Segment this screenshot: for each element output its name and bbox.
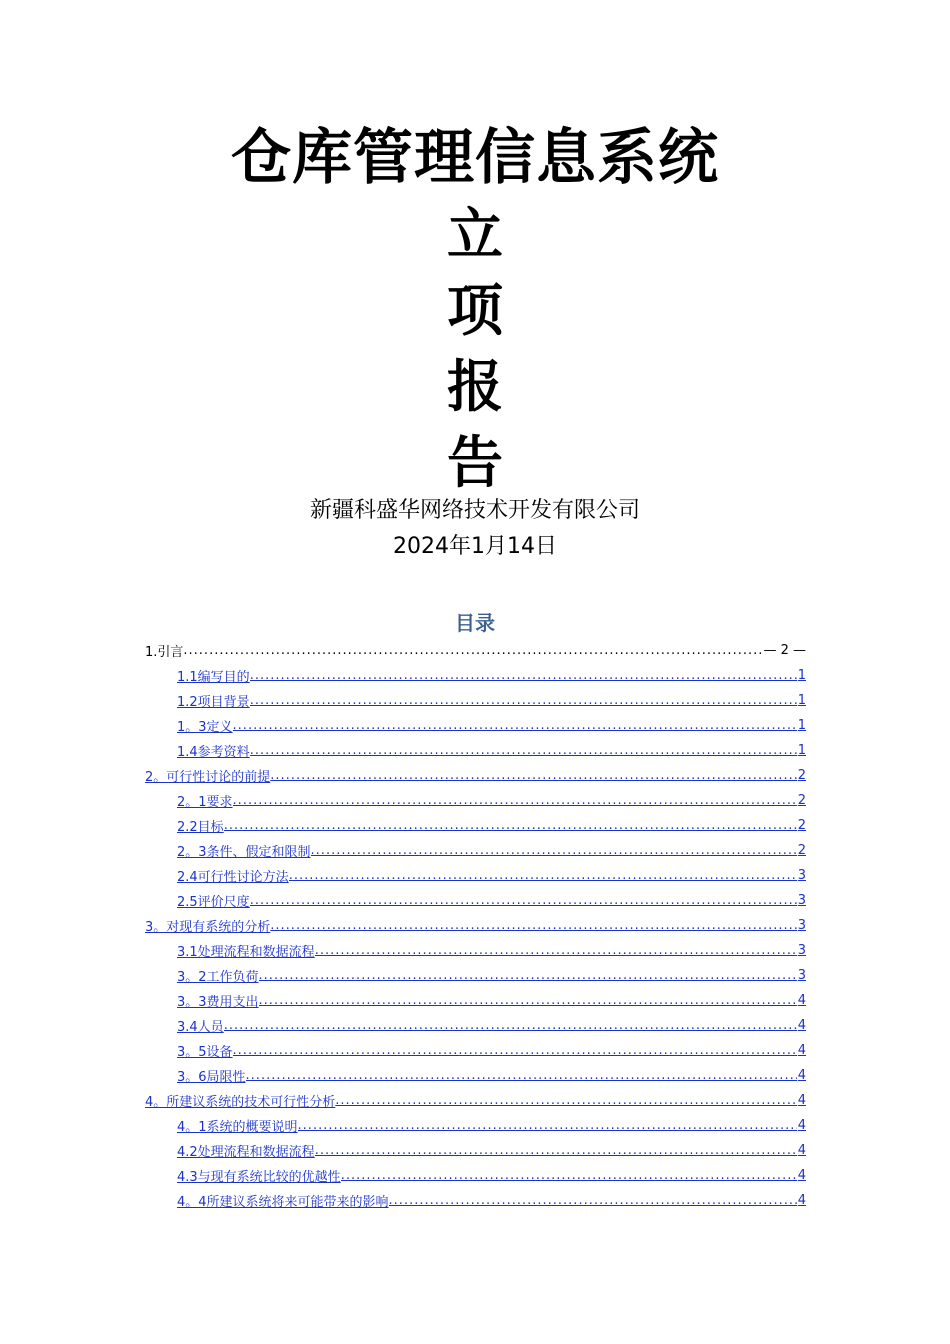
toc-entry[interactable] <box>145 838 806 863</box>
toc-entry[interactable] <box>145 938 806 963</box>
toc-entry-page: 4 <box>797 1043 806 1058</box>
toc-entry-text: 3。2工作负荷 <box>177 970 259 985</box>
toc-entry-text: 4。4所建议系统将来可能带来的影响 <box>177 1195 389 1210</box>
toc-dot-leader <box>246 1068 797 1083</box>
toc-entry[interactable] <box>145 1138 806 1163</box>
toc-dot-leader <box>233 718 797 733</box>
document-date: 2024年1月14日 <box>393 534 557 559</box>
toc-entry[interactable] <box>145 1038 806 1063</box>
toc-entry-text: 4。所建议系统的技术可行性分析 <box>145 1095 336 1110</box>
toc-entry-page: 2 <box>797 843 806 858</box>
toc-dot-leader <box>250 743 797 758</box>
toc-entry-page: 3 <box>797 943 806 958</box>
toc-dot-leader <box>335 1093 796 1108</box>
toc-entry[interactable] <box>145 988 806 1013</box>
toc-entry-text: 1.1编写目的 <box>177 670 250 685</box>
toc-entry-page: 1 <box>797 693 806 708</box>
toc-dot-leader <box>270 768 796 783</box>
toc-entry-text: 2.4可行性讨论方法 <box>177 870 289 885</box>
toc-entry[interactable] <box>145 813 806 838</box>
table-of-contents <box>145 638 806 1213</box>
toc-dot-leader <box>315 1143 797 1158</box>
toc-entry <box>145 638 806 663</box>
toc-dot-leader <box>233 1043 797 1058</box>
toc-dot-leader <box>311 843 797 858</box>
toc-entry-page: 4 <box>797 1143 806 1158</box>
toc-entry[interactable] <box>145 1188 806 1213</box>
toc-entry-text: 2。1要求 <box>177 795 233 810</box>
toc-entry-text: 3.4人员 <box>177 1020 224 1035</box>
toc-dot-leader <box>341 1168 797 1183</box>
toc-entry-text: 3。3费用支出 <box>177 995 259 1010</box>
toc-dot-leader <box>183 643 762 658</box>
toc-dot-leader <box>389 1193 797 1208</box>
toc-entry-page: 4 <box>797 1168 806 1183</box>
toc-entry[interactable] <box>145 738 806 763</box>
toc-entry-page: 2 <box>797 818 806 833</box>
toc-entry-text: 1.引言 <box>145 645 184 660</box>
toc-entry-text: 2。3条件、假定和限制 <box>177 845 311 860</box>
toc-entry-page: 3 <box>797 893 806 908</box>
toc-entry-text: 3.1处理流程和数据流程 <box>177 945 315 960</box>
toc-entry[interactable] <box>145 1088 806 1113</box>
toc-entry-page: 1 <box>797 668 806 683</box>
toc-entry-page: 3 <box>797 968 806 983</box>
toc-entry[interactable] <box>145 1113 806 1138</box>
toc-dot-leader <box>315 943 797 958</box>
toc-entry-text: 3。5设备 <box>177 1045 233 1060</box>
toc-dot-leader <box>259 968 797 983</box>
toc-dot-leader <box>250 693 797 708</box>
toc-dot-leader <box>270 918 796 933</box>
toc-entry-page: 2 <box>797 768 806 783</box>
toc-entry[interactable] <box>145 888 806 913</box>
toc-entry-page: 1 <box>797 718 806 733</box>
toc-entry-page: 4 <box>797 993 806 1008</box>
toc-entry-page: 3 <box>797 868 806 883</box>
toc-dot-leader <box>224 1018 797 1033</box>
toc-dot-leader <box>298 1118 797 1133</box>
toc-entry-text: 3。6局限性 <box>177 1070 246 1085</box>
title-char-3: 报 <box>447 355 503 420</box>
toc-entry-page: 4 <box>797 1118 806 1133</box>
toc-entry[interactable] <box>145 763 806 788</box>
toc-entry-text: 4.2处理流程和数据流程 <box>177 1145 315 1160</box>
toc-entry-page: 3 <box>797 918 806 933</box>
toc-entry-page: 2 <box>797 793 806 808</box>
title-block <box>0 118 950 502</box>
toc-dot-leader <box>250 668 797 683</box>
toc-entry-page: 4 <box>797 1068 806 1083</box>
toc-entry-text: 2.5评价尺度 <box>177 895 250 910</box>
toc-dot-leader <box>233 793 797 808</box>
toc-dot-leader <box>224 818 797 833</box>
toc-entry-text: 3。对现有系统的分析 <box>145 920 271 935</box>
toc-entry[interactable] <box>145 663 806 688</box>
toc-entry-text: 2.2目标 <box>177 820 224 835</box>
toc-entry-page: 4 <box>797 1018 806 1033</box>
toc-entry[interactable] <box>145 913 806 938</box>
toc-dot-leader <box>250 893 797 908</box>
company-name: 新疆科盛华网络技术开发有限公司 <box>309 498 640 523</box>
toc-entry-text: 2。可行性讨论的前提 <box>145 770 271 785</box>
toc-entry-text: 1.2项目背景 <box>177 695 250 710</box>
title-char-2: 项 <box>447 279 503 344</box>
toc-entry[interactable] <box>145 713 806 738</box>
toc-dot-leader <box>289 868 797 883</box>
toc-entry-page: 4 <box>797 1093 806 1108</box>
toc-dot-leader <box>259 993 797 1008</box>
toc-entry-page: — 2 — <box>763 643 806 658</box>
toc-entry-text: 4。1系统的概要说明 <box>177 1120 298 1135</box>
toc-entry[interactable] <box>145 1163 806 1188</box>
toc-entry-text: 1.4参考资料 <box>177 745 250 760</box>
title-char-1: 立 <box>447 203 503 268</box>
toc-heading: 目录 <box>455 611 495 635</box>
toc-entry[interactable] <box>145 1013 806 1038</box>
toc-entry[interactable] <box>145 963 806 988</box>
toc-entry[interactable] <box>145 1063 806 1088</box>
title-char-4: 告 <box>447 431 503 496</box>
toc-entry-text: 4.3与现有系统比较的优越性 <box>177 1170 341 1185</box>
document-title: 仓库管理信息系统 <box>231 123 719 193</box>
toc-entry[interactable] <box>145 688 806 713</box>
toc-entry-page: 4 <box>797 1193 806 1208</box>
toc-entry-page: 1 <box>797 743 806 758</box>
toc-entry-text: 1。3定义 <box>177 720 233 735</box>
toc-entry[interactable] <box>145 788 806 813</box>
toc-entry[interactable] <box>145 863 806 888</box>
